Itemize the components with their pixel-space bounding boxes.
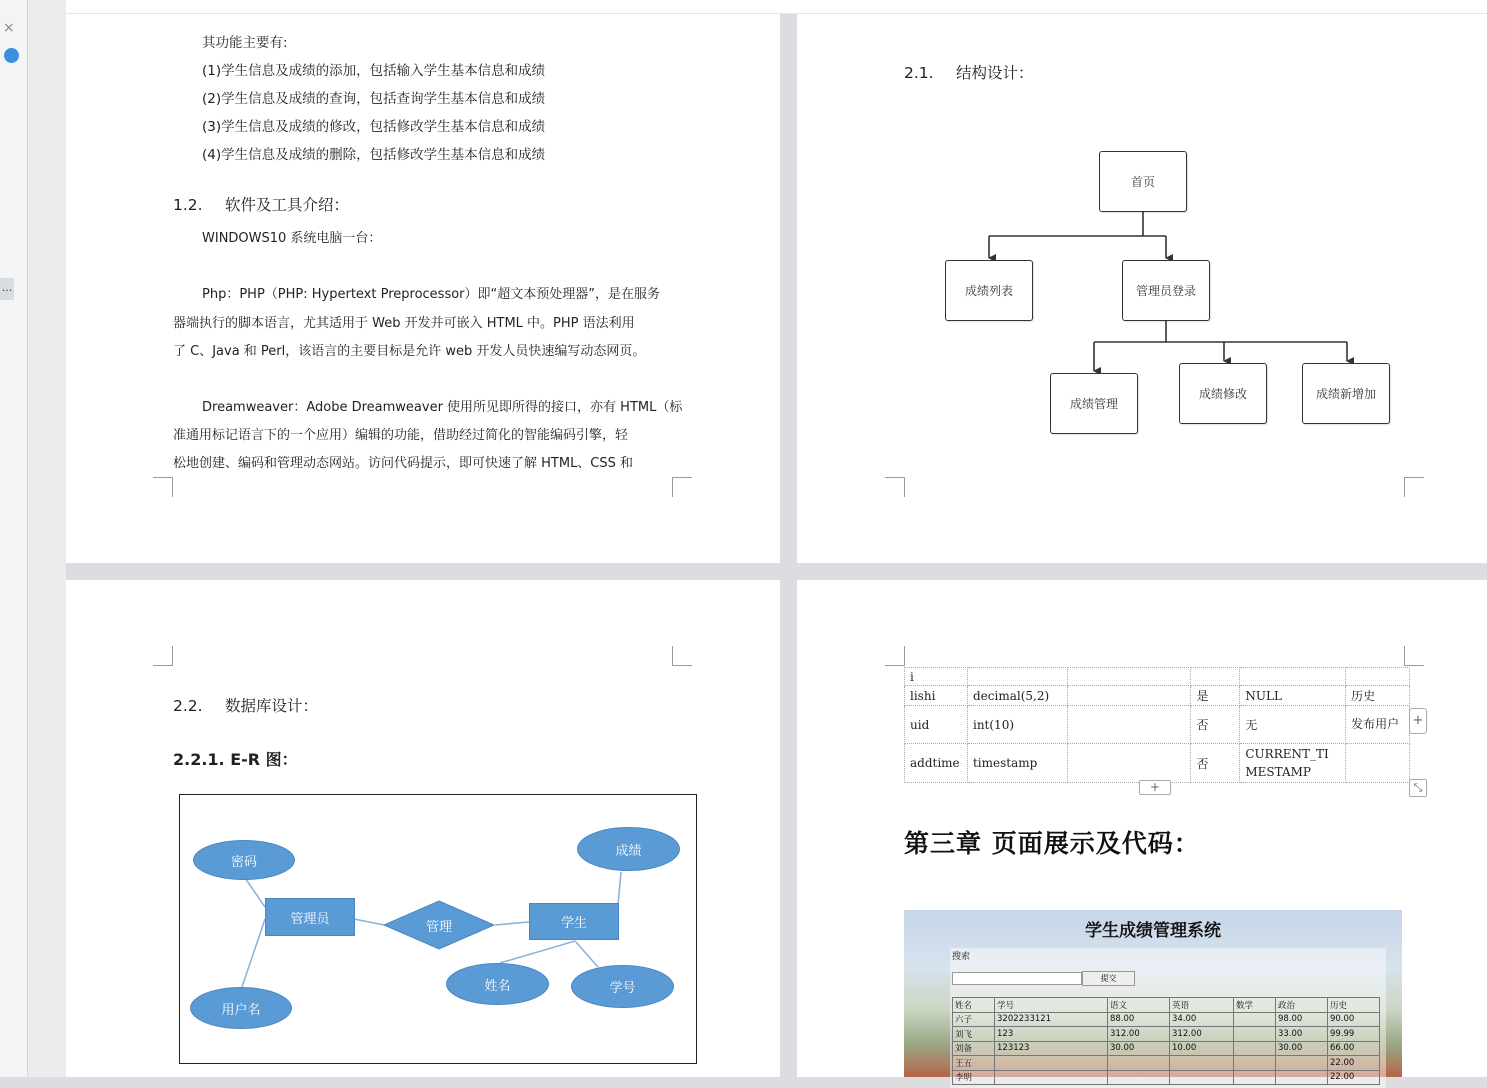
table-cell: 王五 xyxy=(953,1056,995,1071)
document-page-4 xyxy=(797,580,1487,1084)
node-admin-login: 管理员登录 xyxy=(1122,260,1210,321)
table-cell: 3202233121 xyxy=(995,1012,1108,1027)
table-cell: 30.00 xyxy=(1108,1041,1170,1056)
table-header: 政治 xyxy=(1276,998,1328,1013)
table-cell: 312.00 xyxy=(1170,1027,1234,1042)
table-cell: decimal(5,2) xyxy=(967,686,1067,706)
table-cell xyxy=(995,1070,1108,1085)
add-row-button[interactable]: + xyxy=(1139,780,1171,795)
table-header: 英语 xyxy=(1170,998,1234,1013)
embedded-screenshot xyxy=(904,910,1402,1084)
table-cell: CURRENT_TIMESTAMP xyxy=(1240,744,1346,783)
table-cell: 刘备 xyxy=(953,1041,995,1056)
margin-corner-mark xyxy=(885,477,905,497)
table-header: 语文 xyxy=(1108,998,1170,1013)
table-cell xyxy=(1234,1012,1276,1027)
table-cell: 66.00 xyxy=(1328,1041,1380,1056)
table-cell xyxy=(1276,1070,1328,1085)
er-relation-manage: 管理 xyxy=(425,919,452,935)
table-cell: lishi xyxy=(905,686,968,706)
database-fields-table xyxy=(904,667,1410,783)
table-cell xyxy=(1234,1041,1276,1056)
table-cell: int(10) xyxy=(967,706,1067,744)
subsection-heading-2-2-1: 2.2.1. E-R 图： xyxy=(173,750,298,769)
table-cell xyxy=(1108,1070,1170,1085)
table-cell xyxy=(1240,668,1346,686)
table-row xyxy=(905,686,1410,706)
screenshot-search-label: 搜索 xyxy=(952,952,971,962)
table-header: 姓名 xyxy=(953,998,995,1013)
er-entity-student: 学生 xyxy=(529,903,619,940)
table-cell: 李明 xyxy=(953,1070,995,1085)
table-cell: uid xyxy=(905,706,968,744)
table-cell: 22.00 xyxy=(1328,1070,1380,1085)
table-cell: 无 xyxy=(1240,706,1346,744)
table-cell: 刘飞 xyxy=(953,1027,995,1042)
table-cell xyxy=(1346,668,1410,686)
table-cell: 历史 xyxy=(1346,686,1410,706)
er-entity-admin: 管理员 xyxy=(265,898,355,936)
table-row xyxy=(953,1027,1380,1042)
screenshot-score-table xyxy=(952,997,1380,1085)
table-cell: 30.00 xyxy=(1276,1041,1328,1056)
margin-corner-mark xyxy=(153,646,173,666)
margin-corner-mark xyxy=(672,477,692,497)
table-cell xyxy=(1234,1056,1276,1071)
section-number: 1.2. xyxy=(173,196,203,214)
er-diagram-frame xyxy=(179,794,697,1064)
paragraph-php: Php：PHP（PHP: Hypertext Preprocessor）即“超文本预处理器”，是在服务 xyxy=(202,287,660,302)
table-cell: timestamp xyxy=(967,744,1067,783)
screenshot-title: 学生成绩管理系统 xyxy=(1085,921,1221,941)
table-row xyxy=(953,1012,1380,1027)
table-cell: 90.00 xyxy=(1328,1012,1380,1027)
node-score-add: 成绩新增加 xyxy=(1302,363,1390,424)
table-cell: 88.00 xyxy=(1108,1012,1170,1027)
table-cell: 33.00 xyxy=(1276,1027,1328,1042)
table-cell xyxy=(1108,1056,1170,1071)
table-row xyxy=(953,998,1380,1013)
section-heading-2-2 xyxy=(173,694,318,716)
er-attr-password: 密码 xyxy=(193,840,295,880)
margin-corner-mark xyxy=(153,477,173,497)
function-item: (3)学生信息及成绩的修改，包括修改学生基本信息和成绩 xyxy=(202,119,546,135)
table-row xyxy=(953,1056,1380,1071)
table-cell: 是 xyxy=(1191,686,1240,706)
table-cell xyxy=(1276,1056,1328,1071)
section-title: 结构设计： xyxy=(956,64,1034,82)
paragraph-intro: 其功能主要有: xyxy=(202,35,288,51)
table-cell xyxy=(1234,1027,1276,1042)
cloud-sync-icon[interactable] xyxy=(4,48,19,63)
add-column-button[interactable]: + xyxy=(1409,708,1427,734)
table-cell xyxy=(1067,706,1191,744)
function-item: (2)学生信息及成绩的查询，包括查询学生基本信息和成绩 xyxy=(202,91,546,107)
table-cell: 六子 xyxy=(953,1012,995,1027)
node-score-manage: 成绩管理 xyxy=(1050,373,1138,434)
section-title: 数据库设计： xyxy=(225,697,319,715)
margin-corner-mark xyxy=(1404,646,1424,666)
screenshot-search-input xyxy=(952,972,1082,985)
table-cell: i xyxy=(905,668,968,686)
table-header: 数学 xyxy=(1234,998,1276,1013)
margin-corner-mark xyxy=(672,646,692,666)
table-cell: 否 xyxy=(1191,744,1240,783)
workspace-gutter xyxy=(28,0,66,1077)
table-cell: 22.00 xyxy=(1328,1056,1380,1071)
table-cell xyxy=(1234,1070,1276,1085)
paragraph-dreamweaver: 松地创建、编码和管理动态网站。访问代码提示，即可快速了解 HTML、CSS 和 xyxy=(173,456,634,471)
table-cell: 发布用户 xyxy=(1346,706,1410,744)
table-row xyxy=(953,1041,1380,1056)
table-cell: 98.00 xyxy=(1276,1012,1328,1027)
margin-corner-mark xyxy=(1404,477,1424,497)
table-cell xyxy=(1346,744,1410,783)
table-cell xyxy=(1067,744,1191,783)
section-heading-1-2 xyxy=(173,193,349,215)
screenshot-submit-button: 提交 xyxy=(1082,971,1135,986)
chapter-title: 第三章 页面展示及代码： xyxy=(904,829,1200,858)
table-cell: 123 xyxy=(995,1027,1108,1042)
section-number: 2.1. xyxy=(904,64,934,82)
table-header: 学号 xyxy=(995,998,1108,1013)
sidebar-selected-item[interactable]: ... xyxy=(0,278,14,300)
node-score-list: 成绩列表 xyxy=(945,260,1033,321)
table-cell: addtime xyxy=(905,744,968,783)
table-row xyxy=(905,744,1410,783)
paragraph-dreamweaver: Dreamweaver：Adobe Dreamweaver 使用所见即所得的接口，亦有 HTML（标 xyxy=(202,400,683,415)
paragraph-php: 了 C、Java 和 Perl，该语言的主要目标是允许 web 开发人员快速编写动态网页。 xyxy=(173,344,646,359)
margin-corner-mark xyxy=(885,646,905,666)
document-page-3 xyxy=(66,580,780,1077)
table-cell: 10.00 xyxy=(1170,1041,1234,1056)
table-row xyxy=(905,706,1410,744)
table-cell: 99.99 xyxy=(1328,1027,1380,1042)
section-number: 2.2. xyxy=(173,697,203,715)
table-cell xyxy=(967,668,1067,686)
table-cell xyxy=(1170,1070,1234,1085)
document-page-2 xyxy=(797,14,1487,563)
previous-page-bottom xyxy=(66,0,1487,14)
table-cell: NULL xyxy=(1240,686,1346,706)
table-row xyxy=(953,1070,1380,1085)
table-resize-handle[interactable]: ⤡ xyxy=(1409,779,1427,797)
left-sidebar xyxy=(0,0,28,1077)
er-attr-name: 姓名 xyxy=(446,963,549,1005)
function-item: (4)学生信息及成绩的删除，包括修改学生基本信息和成绩 xyxy=(202,147,546,163)
table-cell: 34.00 xyxy=(1170,1012,1234,1027)
table-row xyxy=(905,668,1410,686)
document-page-1 xyxy=(66,14,780,563)
table-cell xyxy=(995,1056,1108,1071)
table-cell: 312.00 xyxy=(1108,1027,1170,1042)
paragraph-windows: WINDOWS10 系统电脑一台： xyxy=(202,231,382,246)
close-icon[interactable]: × xyxy=(3,20,15,36)
table-header: 历史 xyxy=(1328,998,1380,1013)
table-cell: 否 xyxy=(1191,706,1240,744)
table-cell: 123123 xyxy=(995,1041,1108,1056)
paragraph-php: 器端执行的脚本语言，尤其适用于 Web 开发并可嵌入 HTML 中。PHP 语法利用 xyxy=(173,316,635,331)
table-cell xyxy=(1191,668,1240,686)
function-item: (1)学生信息及成绩的添加，包括输入学生基本信息和成绩 xyxy=(202,63,546,79)
er-attr-username: 用户名 xyxy=(190,987,292,1029)
paragraph-dreamweaver: 准通用标记语言下的一个应用）编辑的功能，借助经过简化的智能编码引擎，轻 xyxy=(173,428,629,443)
node-home: 首页 xyxy=(1099,151,1187,212)
er-attr-score: 成绩 xyxy=(577,827,680,871)
table-cell xyxy=(1170,1056,1234,1071)
node-score-modify: 成绩修改 xyxy=(1179,363,1267,424)
table-cell xyxy=(1067,668,1191,686)
table-cell xyxy=(1067,686,1191,706)
er-attr-student-id: 学号 xyxy=(571,965,674,1008)
section-title: 软件及工具介绍： xyxy=(225,196,350,214)
